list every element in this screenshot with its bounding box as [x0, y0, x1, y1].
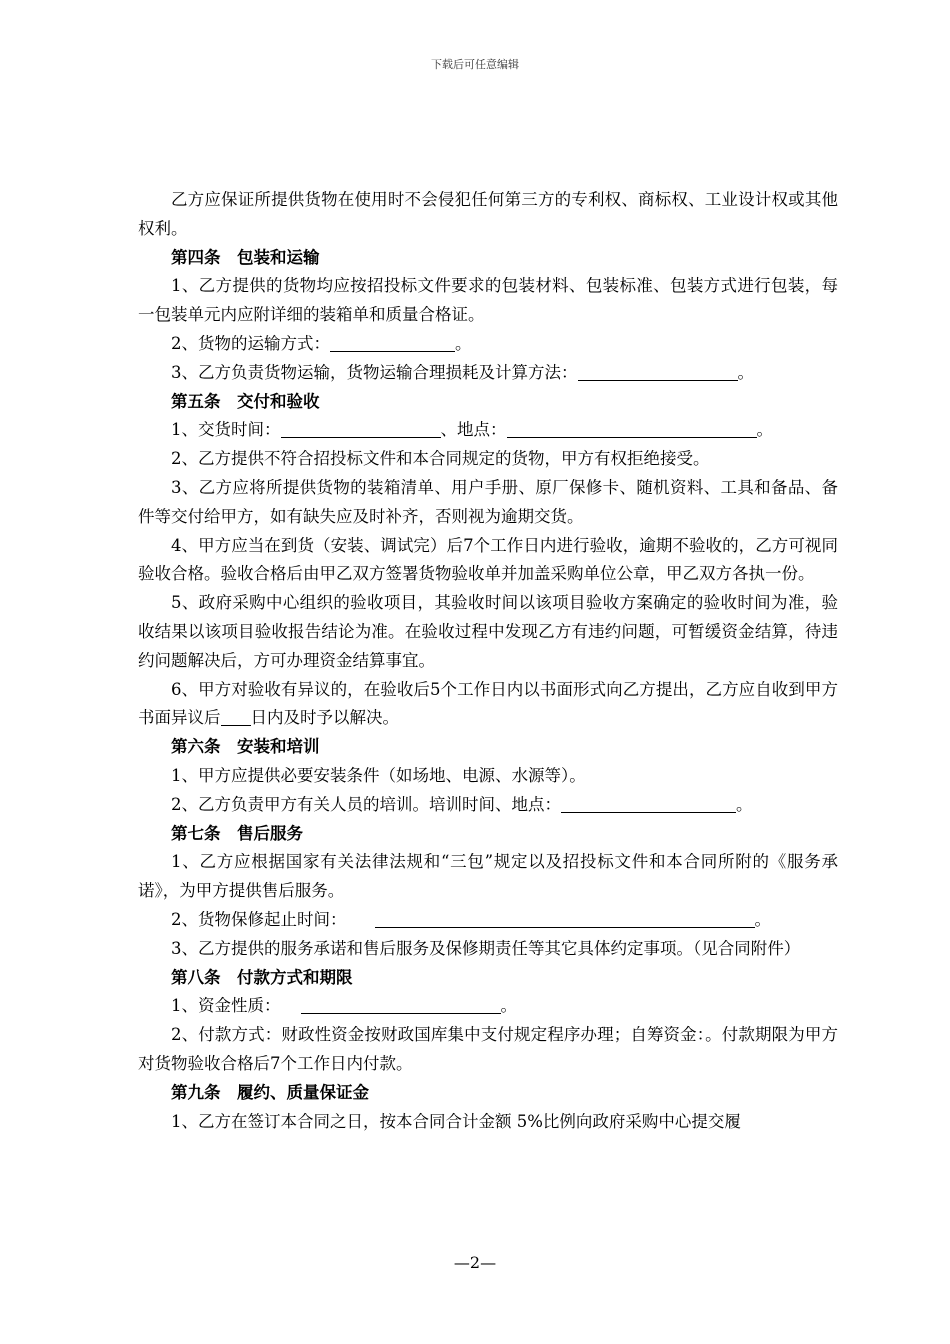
document-body: [138, 186, 838, 1136]
paragraph: 2、乙方提供不符合招投标文件和本合同规定的货物，甲方有权拒绝接受。: [171, 449, 710, 469]
article-heading: 第八条 付款方式和期限: [171, 967, 353, 987]
article-heading: 第五条 交付和验收: [171, 391, 320, 411]
paragraph: 2、货物保修起止时间： 。: [171, 909, 771, 929]
blank-field[interactable]: [330, 333, 455, 352]
article-heading: 第四条 包装和运输: [171, 247, 320, 267]
page-number: —2—: [453, 1253, 497, 1272]
paragraph: 6、甲方对验收有异议的，在验收后5个工作日内以书面形式向乙方提出，乙方应自收到甲方书面异议后 日内及时予以解决。: [138, 679, 838, 728]
blank-field[interactable]: [507, 419, 757, 438]
blank-field[interactable]: [301, 995, 501, 1014]
paragraph: 2、付款方式：财政性资金按财政国库集中支付规定程序办理；自筹资金：。付款期限为甲方对货物验收合格后7个工作日内付款。: [138, 1025, 838, 1073]
blank-field[interactable]: [561, 794, 736, 813]
paragraph: 3、乙方应将所提供货物的装箱清单、用户手册、原厂保修卡、随机资料、工具和备品、备件等交付给甲方，如有缺失应及时补齐，否则视为逾期交货。: [138, 477, 838, 526]
paragraph: 乙方应保证所提供货物在使用时不会侵犯任何第三方的专利权、商标权、工业设计权或其他权利。: [138, 190, 838, 238]
article-heading: 第七条 售后服务: [171, 823, 303, 843]
paragraph: 4、甲方应当在到货（安装、调试完）后7个工作日内进行验收，逾期不验收的，乙方可视同验收合格。验收合格后由甲乙双方签署货物验收单并加盖采购单位公章，甲乙双方各执一份。: [138, 535, 838, 584]
paragraph: 1、乙方在签订本合同之日，按本合同合计金额 5%比例向政府采购中心提交履: [171, 1111, 741, 1131]
page-header: 下载后可任意编辑: [431, 58, 519, 71]
paragraph: 1、乙方提供的货物均应按招投标文件要求的包装材料、包装标准、包装方式进行包装，每一包装单元内应附详细的装箱单和质量合格证。: [138, 276, 838, 325]
paragraph: 1、甲方应提供必要安装条件（如场地、电源、水源等）。: [171, 765, 586, 785]
article-heading: 第六条 安装和培训: [171, 737, 320, 757]
paragraph: 2、乙方负责甲方有关人员的培训。培训时间、地点： 。: [171, 794, 753, 814]
blank-field[interactable]: [281, 419, 441, 438]
paragraph: 1、乙方应根据国家有关法律法规和“三包”规定以及招投标文件和本合同所附的《服务承诺》，为甲方提供售后服务。: [138, 852, 838, 901]
blank-field[interactable]: [221, 707, 251, 726]
paragraph: 5、政府采购中心组织的验收项目，其验收时间以该项目验收方案确定的验收时间为准，验收结果以该项目验收报告结论为准。在验收过程中发现乙方有违约问题，可暂缓资金结算，待违约问题解决后，方可办理资金结算事宜。: [138, 593, 838, 670]
paragraph: 2、货物的运输方式： 。: [171, 333, 472, 353]
paragraph: 3、乙方提供的服务承诺和售后服务及保修期责任等其它具体约定事项。（见合同附件）: [171, 938, 801, 958]
blank-field[interactable]: [375, 909, 755, 928]
article-heading: 第九条 履约、质量保证金: [171, 1082, 369, 1102]
paragraph: 1、资金性质： 。: [171, 996, 517, 1016]
blank-field[interactable]: [578, 362, 738, 381]
paragraph: 1、交货时间： 、地点： 。: [171, 420, 773, 440]
paragraph: 3、乙方负责货物运输，货物运输合理损耗及计算方法： 。: [171, 362, 754, 382]
